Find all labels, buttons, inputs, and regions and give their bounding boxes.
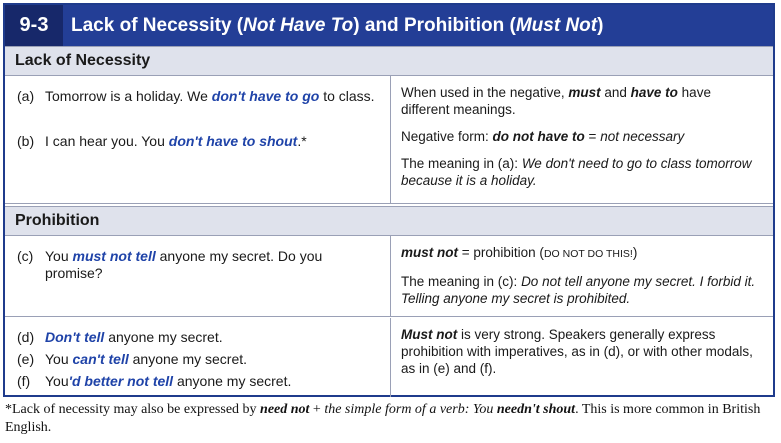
example-e: (e) You can't tell anyone my secret. [17, 351, 248, 367]
grammar-chart [3, 3, 775, 397]
section-heading-prohibition: Prohibition [5, 206, 773, 236]
examples-cell [5, 236, 391, 316]
note: Negative form: do not have to = not necessary [401, 129, 685, 144]
chart-title-bar [5, 5, 773, 46]
note: The meaning in (c): Do not tell anyone my secret. I forbid it. Telling anyone my secret is prohibited. [401, 274, 756, 306]
example-b: (b) I can hear you. You don't have to shout.* [17, 133, 307, 149]
example-d: (d) Don't tell anyone my secret. [17, 329, 223, 345]
explanation-cell [391, 318, 773, 397]
table-row-lack-of-necessity [5, 76, 773, 204]
section-heading-lack-of-necessity: Lack of Necessity [5, 46, 773, 76]
chart-number: 9-3 [5, 5, 63, 46]
note: The meaning in (a): We don't need to go to class tomorrow because it is a holiday. [401, 156, 752, 188]
note: must not = prohibition (DO NOT DO THIS!) [401, 245, 638, 260]
table-row-prohibition-1 [5, 236, 773, 317]
note: When used in the negative, must and have to have different meanings. [401, 85, 711, 117]
table-row-prohibition-2 [5, 318, 773, 397]
footnote: *Lack of necessity may also be expressed by need not + the simple form of a verb: You needn't shout. This is more common in British English. [5, 402, 761, 435]
examples-cell [5, 318, 391, 397]
example-f: (f) You'd better not tell anyone my secret. [17, 373, 292, 389]
example-a: (a) Tomorrow is a holiday. We don't have to go to class. [17, 88, 375, 104]
explanation-cell [391, 236, 773, 316]
chart-title: Lack of Necessity (Not Have To) and Prohibition (Must Not) [71, 14, 604, 36]
explanation-cell [391, 76, 773, 203]
example-c: (c) You must not tell anyone my secret. Do you promise? [17, 248, 323, 281]
examples-cell [5, 76, 391, 203]
note: Must not is very strong. Speakers generally express prohibition with imperatives, as in (d), or with other modals, as in (e) and (f). [401, 327, 753, 376]
